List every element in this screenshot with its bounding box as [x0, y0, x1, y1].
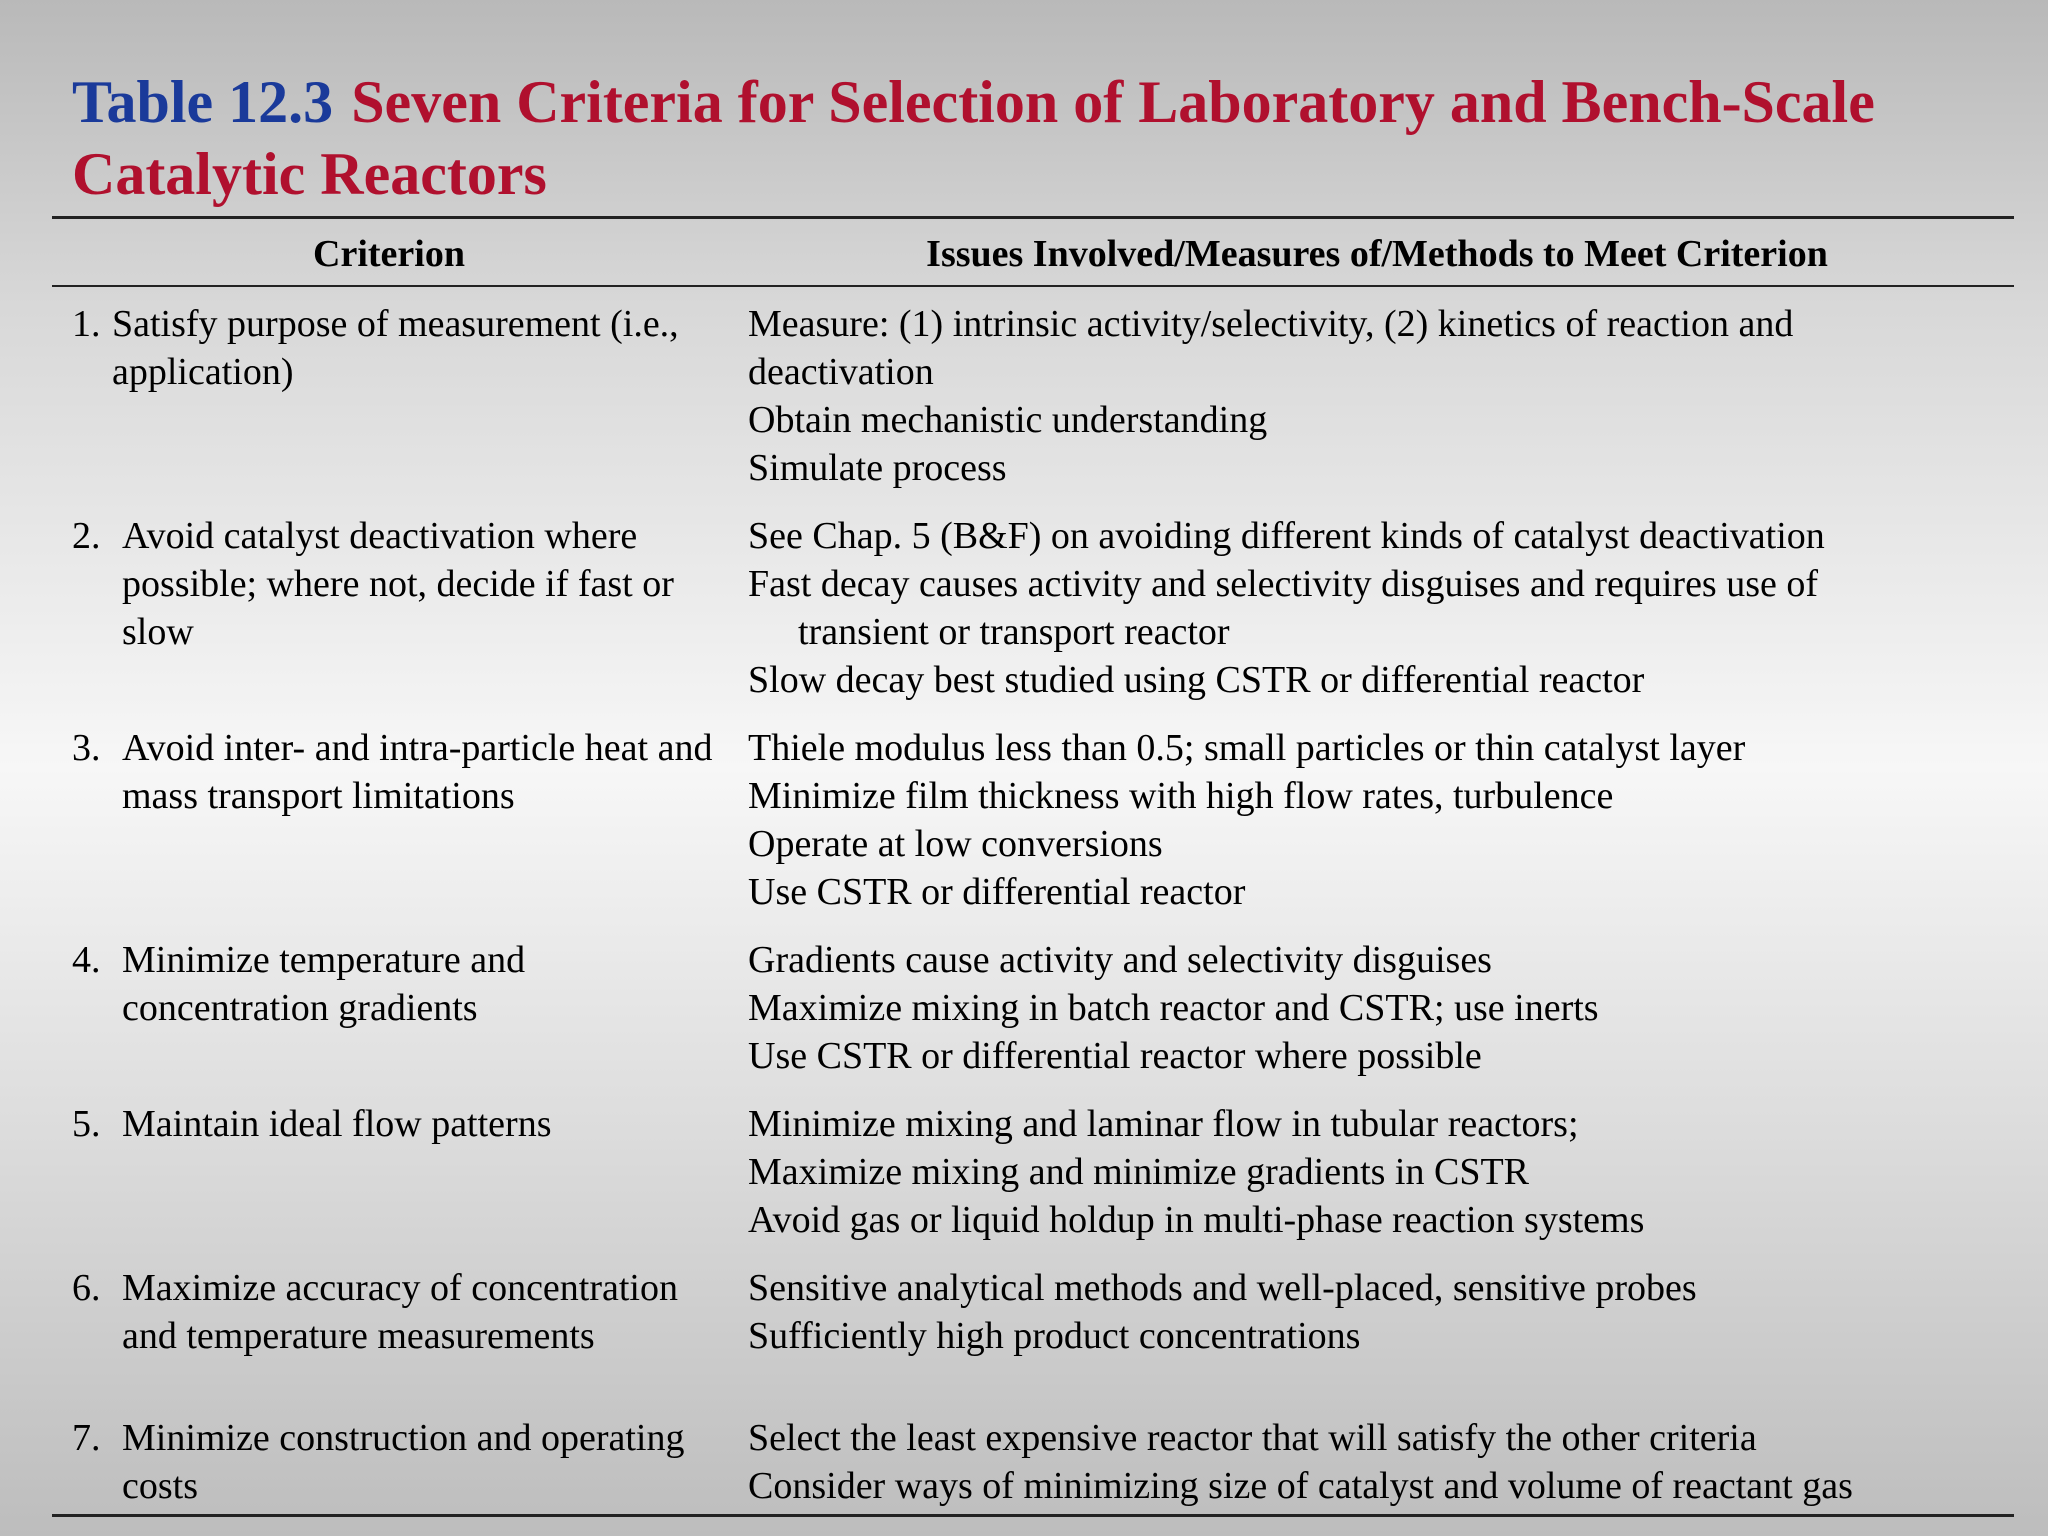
criterion-number: 6.	[72, 1267, 101, 1309]
criterion-cell	[72, 1100, 722, 1148]
issue-line: Consider ways of minimizing size of catalyst and volume of reactant gas	[748, 1465, 1853, 1507]
issue-line: Obtain mechanistic understanding	[748, 399, 1268, 441]
issue-line: Slow decay best studied using CSTR or differential reactor	[748, 659, 1645, 701]
criterion-cell	[72, 1264, 722, 1360]
criterion-text: Maintain ideal flow patterns	[122, 1103, 552, 1145]
issue-line: See Chap. 5 (B&F) on avoiding different kinds of catalyst deactivation	[748, 515, 1825, 557]
issue-line: Select the least expensive reactor that will satisfy the other criteria	[748, 1417, 1757, 1459]
criterion-cell	[72, 936, 722, 1032]
table-caption: Seven Criteria for Selection of Laboratory and Bench-Scale Catalytic Reactors	[72, 69, 1875, 207]
issues-cell	[748, 724, 2018, 916]
issue-line: Use CSTR or differential reactor	[748, 871, 1246, 913]
issues-cell	[748, 512, 2018, 704]
issue-line: Maximize mixing in batch reactor and CSTR; use inerts	[748, 987, 1599, 1029]
issue-line: Thiele modulus less than 0.5; small particles or thin catalyst layer	[748, 727, 1746, 769]
table-header-rule	[52, 285, 2014, 287]
criterion-number: 4.	[72, 939, 101, 981]
criterion-number: 5.	[72, 1103, 101, 1145]
issue-line: Minimize mixing and laminar flow in tubular reactors;	[748, 1103, 1579, 1145]
criterion-cell	[72, 1414, 722, 1510]
issue-line: Use CSTR or differential reactor where possible	[748, 1035, 1482, 1077]
issues-cell	[748, 1414, 2018, 1510]
issues-cell	[748, 300, 2018, 492]
criterion-cell	[72, 300, 722, 396]
issue-line: Maximize mixing and minimize gradients in CSTR	[748, 1151, 1530, 1193]
issue-line: Fast decay causes activity and selectivity disguises and requires use of	[748, 563, 1819, 605]
criterion-cell	[72, 724, 722, 820]
table-title	[72, 66, 1972, 210]
table-bottom-rule	[52, 1514, 2014, 1517]
issue-line: Avoid gas or liquid holdup in multi-phase reaction systems	[748, 1199, 1645, 1241]
criterion-text: Minimize construction and operating costs	[122, 1417, 685, 1507]
issue-line: transient or transport reactor	[798, 611, 1230, 653]
criterion-number: 7.	[72, 1417, 101, 1459]
issues-cell	[748, 936, 2018, 1080]
issue-line: deactivation	[748, 351, 934, 393]
criterion-cell	[72, 512, 722, 656]
criterion-number: 2.	[72, 515, 101, 557]
issue-line: Gradients cause activity and selectivity disguises	[748, 939, 1492, 981]
issues-cell	[748, 1100, 2018, 1244]
issues-cell	[748, 1264, 2018, 1360]
issue-line: Simulate process	[748, 447, 1007, 489]
column-header-criterion: Criterion	[313, 233, 465, 275]
table-number: Table 12.3	[72, 69, 334, 135]
issue-line: Operate at low conversions	[748, 823, 1163, 865]
criterion-text: Avoid inter- and intra-particle heat and mass transport limitations	[122, 727, 713, 817]
issue-line: Sensitive analytical methods and well-placed, sensitive probes	[748, 1267, 1697, 1309]
column-header-issues: Issues Involved/Measures of/Methods to Meet Criterion	[926, 233, 1828, 275]
criterion-text: Avoid catalyst deactivation where possible; where not, decide if fast or slow	[122, 515, 674, 653]
criterion-text: Satisfy purpose of measurement (i.e., application)	[112, 303, 679, 393]
criterion-text: Minimize temperature and concentration gradients	[122, 939, 526, 1029]
issue-line: Measure: (1) intrinsic activity/selectivity, (2) kinetics of reaction and	[748, 303, 1794, 345]
criterion-text: Maximize accuracy of concentration and temperature measurements	[122, 1267, 678, 1357]
criterion-number: 1.	[72, 303, 101, 345]
table-top-rule	[52, 216, 2014, 219]
criterion-number: 3.	[72, 727, 101, 769]
issue-line: Minimize film thickness with high flow rates, turbulence	[748, 775, 1614, 817]
issue-line: Sufficiently high product concentrations	[748, 1315, 1361, 1357]
